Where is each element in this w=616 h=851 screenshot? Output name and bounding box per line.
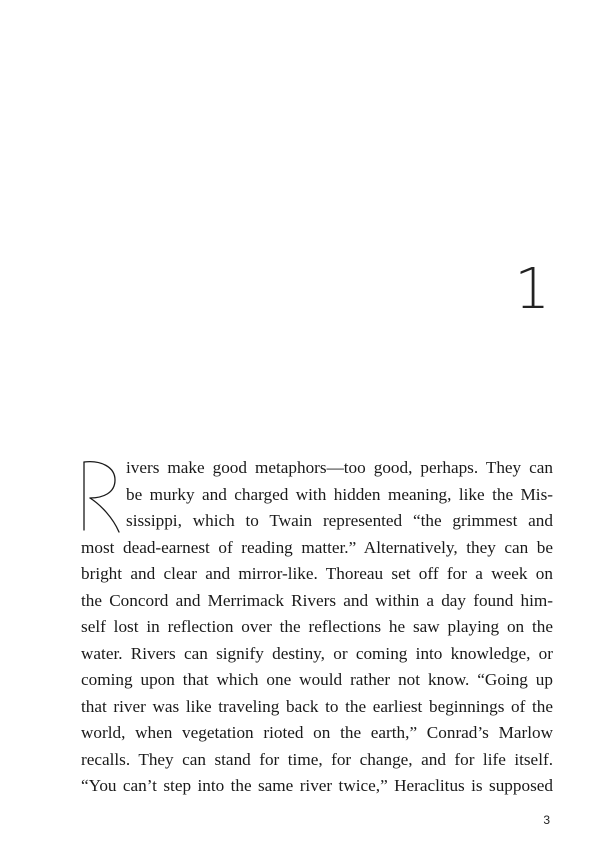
- text-line: world, when vegetation rioted on the earth,” Conrad’s Marlow: [81, 723, 553, 742]
- body-text: [81, 455, 553, 800]
- text-line: coming upon that which one would rather not know. “Going up: [81, 670, 553, 689]
- text-line: sissippi, which to Twain represented “the grimmest and: [126, 511, 553, 530]
- text-line: “You can’t step into the same river twice,” Heraclitus is supposed: [81, 776, 553, 795]
- text-line: that river was like traveling back to the earliest beginnings of the: [81, 696, 553, 716]
- text-line: the Concord and Merrimack Rivers and within a day found him-: [81, 590, 553, 610]
- text-line: most dead-earnest of reading matter.” Alternatively, they can be: [81, 537, 553, 557]
- text-line: be murky and charged with hidden meaning, like the Mis-: [126, 484, 553, 504]
- text-line: bright and clear and mirror-like. Thoreau set off for a week on: [81, 564, 553, 583]
- page-number: 3: [543, 813, 550, 827]
- text-line: recalls. They can stand for time, for change, and for life itself.: [81, 749, 553, 769]
- drop-cap-letter: [81, 458, 121, 534]
- text-line: ivers make good metaphors—too good, perhaps. They can: [126, 458, 553, 477]
- text-line: self lost in reflection over the reflections he saw playing on the: [81, 617, 553, 636]
- chapter-number: 1: [514, 257, 550, 322]
- text-line: water. Rivers can signify destiny, or coming into knowledge, or: [81, 643, 553, 663]
